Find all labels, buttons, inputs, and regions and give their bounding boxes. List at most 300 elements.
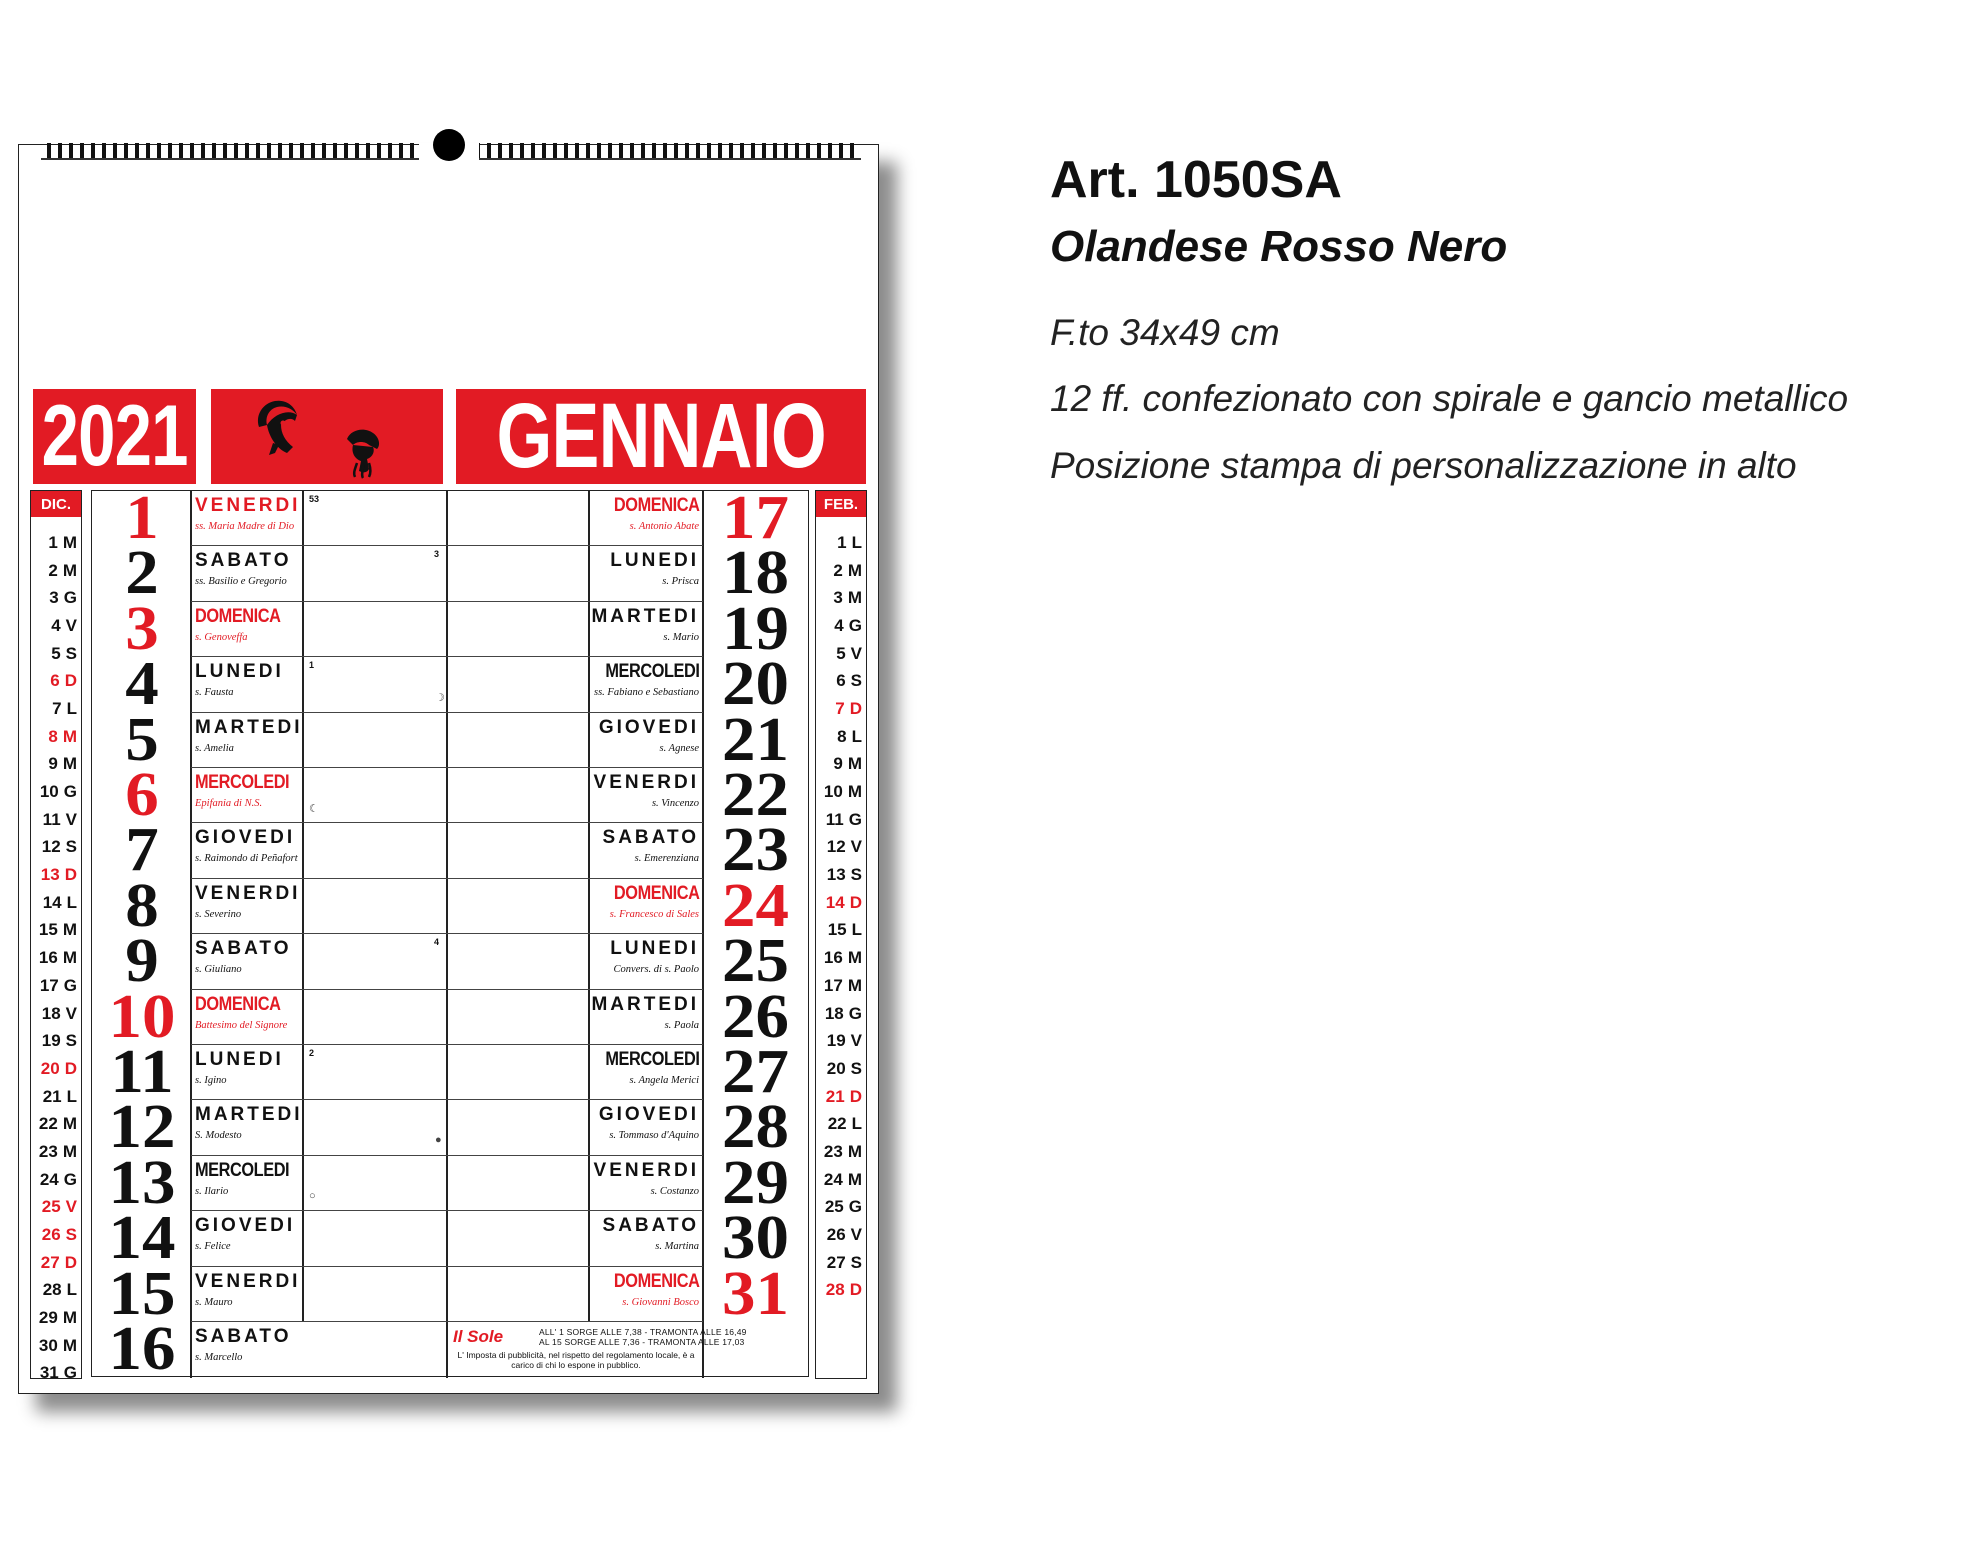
side-day-letter: L bbox=[851, 532, 862, 552]
day-number: 18 bbox=[722, 539, 789, 608]
day-row bbox=[435, 657, 703, 712]
side-day-item bbox=[816, 1000, 866, 1028]
saint-name: s. Severino bbox=[195, 908, 242, 920]
side-day-number: 29 bbox=[38, 1308, 58, 1328]
side-day-letter: S bbox=[850, 1252, 862, 1272]
day-row bbox=[191, 1100, 447, 1155]
day-row bbox=[191, 546, 447, 601]
side-day-number: 15 bbox=[827, 920, 847, 940]
product-binding: 12 ff. confezionato con spirale e gancio metallico bbox=[1050, 378, 1849, 419]
side-day-letter: M bbox=[62, 1141, 77, 1161]
side-day-number: 21 bbox=[825, 1086, 845, 1106]
side-day-number: 26 bbox=[41, 1225, 61, 1245]
side-day-letter: S bbox=[65, 837, 77, 857]
side-day-item bbox=[31, 640, 81, 668]
saint-name: s. Fausta bbox=[195, 687, 234, 699]
next-month-label: FEB. bbox=[816, 491, 866, 517]
week-number: 3 bbox=[434, 549, 440, 560]
side-day-number: 2 bbox=[833, 560, 843, 580]
side-day-letter: G bbox=[63, 1363, 77, 1383]
side-day-number: 4 bbox=[51, 615, 61, 635]
side-day-item bbox=[816, 861, 866, 889]
side-day-letter: M bbox=[62, 948, 77, 968]
side-day-item bbox=[816, 1194, 866, 1222]
side-day-item bbox=[816, 917, 866, 945]
day-number: 23 bbox=[722, 816, 789, 885]
day-number: 22 bbox=[722, 761, 789, 829]
week-number: 4 bbox=[434, 937, 440, 948]
side-day-letter: M bbox=[847, 948, 862, 968]
side-day-item bbox=[31, 584, 81, 612]
side-day-letter: V bbox=[65, 1003, 77, 1023]
side-day-item bbox=[816, 889, 866, 917]
side-day-item bbox=[31, 944, 81, 972]
day-number: 1 bbox=[125, 484, 159, 552]
year-banner bbox=[33, 389, 196, 484]
day-number: 17 bbox=[722, 484, 789, 552]
day-number: 25 bbox=[722, 927, 789, 996]
month-day-grid bbox=[91, 484, 809, 1383]
day-number: 30 bbox=[722, 1204, 789, 1273]
day-name: LUNEDI bbox=[610, 938, 699, 960]
side-day-item bbox=[31, 1083, 81, 1111]
day-name: SABATO bbox=[195, 938, 292, 960]
side-day-number: 31 bbox=[39, 1363, 59, 1383]
saint-name: s. Giuliano bbox=[195, 964, 242, 976]
saint-name: s. Felice bbox=[195, 1241, 231, 1253]
sun-label: Il Sole bbox=[453, 1327, 504, 1346]
side-day-letter: V bbox=[65, 1197, 77, 1217]
saint-name: s. Vincenzo bbox=[651, 798, 699, 809]
day-name: SABATO bbox=[195, 550, 292, 572]
day-number: 21 bbox=[722, 705, 789, 774]
day-number: 27 bbox=[722, 1038, 789, 1106]
side-day-item bbox=[31, 778, 81, 806]
side-day-item bbox=[31, 1332, 81, 1360]
side-day-item bbox=[31, 1138, 81, 1166]
saint-name: s. Emerenziana bbox=[634, 853, 699, 865]
side-day-item bbox=[31, 1304, 81, 1332]
side-day-item bbox=[816, 640, 866, 668]
day-row bbox=[191, 1045, 447, 1100]
day-name: GIOVEDI bbox=[598, 1104, 699, 1126]
side-day-item bbox=[31, 1055, 81, 1083]
day-number: 29 bbox=[722, 1148, 789, 1217]
side-day-number: 19 bbox=[41, 1031, 61, 1051]
day-row bbox=[191, 713, 447, 768]
side-day-item bbox=[816, 1249, 866, 1277]
day-name: DOMENICA bbox=[613, 1270, 699, 1292]
side-day-number: 27 bbox=[40, 1252, 60, 1272]
day-name: MERCOLEDI bbox=[604, 1049, 699, 1070]
day-name: LUNEDI bbox=[195, 661, 284, 683]
saint-name: s. Genoveffa bbox=[195, 631, 248, 643]
side-day-number: 25 bbox=[41, 1197, 61, 1217]
side-day-letter: M bbox=[847, 560, 862, 580]
side-day-letter: D bbox=[849, 1086, 862, 1106]
day-number: 7 bbox=[125, 816, 159, 885]
side-day-item bbox=[816, 1166, 866, 1194]
saint-name: Convers. di s. Paolo bbox=[613, 964, 699, 976]
side-day-letter: V bbox=[850, 1031, 862, 1051]
saint-name: s. Francesco di Sales bbox=[609, 908, 699, 920]
side-day-number: 28 bbox=[825, 1280, 845, 1300]
side-day-letter: D bbox=[64, 865, 77, 885]
side-day-number: 15 bbox=[38, 920, 58, 940]
day-number: 15 bbox=[108, 1259, 176, 1328]
side-day-letter: G bbox=[63, 975, 77, 995]
side-day-number: 11 bbox=[42, 809, 61, 829]
side-day-letter: D bbox=[849, 1280, 862, 1300]
side-day-item bbox=[816, 667, 866, 695]
side-day-letter: G bbox=[848, 1197, 862, 1217]
side-day-item bbox=[816, 584, 866, 612]
side-day-item bbox=[31, 806, 81, 834]
side-day-number: 14 bbox=[825, 892, 845, 912]
side-day-item bbox=[31, 834, 81, 862]
saint-name: s. Mario bbox=[663, 631, 699, 643]
side-day-number: 2 bbox=[48, 560, 58, 580]
calendar-sheet bbox=[18, 144, 879, 1394]
saint-name: Battesimo del Signore bbox=[195, 1019, 288, 1031]
side-day-number: 22 bbox=[827, 1114, 847, 1134]
day-name: VENERDI bbox=[195, 882, 301, 904]
day-name: MARTEDI bbox=[591, 605, 699, 627]
side-day-number: 6 bbox=[50, 671, 60, 691]
day-number: 2 bbox=[125, 539, 159, 608]
day-number: 13 bbox=[108, 1148, 176, 1217]
sunrise-line-2: AL 15 SORGE ALLE 7,36 - TRAMONTA ALLE 17,03 bbox=[539, 1337, 745, 1347]
side-day-letter: M bbox=[62, 560, 77, 580]
side-day-item bbox=[31, 751, 81, 779]
saint-name: s. Agnese bbox=[659, 742, 699, 754]
side-day-letter: M bbox=[847, 588, 862, 608]
side-day-number: 9 bbox=[48, 754, 58, 774]
day-name: VENERDI bbox=[593, 772, 699, 793]
side-day-letter: L bbox=[66, 698, 77, 718]
side-day-number: 16 bbox=[823, 948, 843, 968]
day-number: 19 bbox=[722, 594, 789, 663]
day-row bbox=[447, 823, 703, 878]
side-day-item bbox=[31, 723, 81, 751]
saint-name: s. Prisca bbox=[662, 576, 699, 588]
side-day-item bbox=[31, 917, 81, 945]
day-row bbox=[435, 1100, 703, 1155]
side-day-number: 3 bbox=[833, 588, 843, 608]
side-day-letter: V bbox=[850, 837, 862, 857]
day-row bbox=[191, 1156, 447, 1211]
day-number: 14 bbox=[108, 1204, 176, 1273]
hanging-hook-icon bbox=[433, 129, 465, 161]
saint-name: ss. Maria Madre di Dio bbox=[195, 521, 295, 532]
side-day-number: 24 bbox=[823, 1169, 843, 1189]
day-number: 5 bbox=[125, 705, 159, 774]
side-day-item bbox=[816, 1221, 866, 1249]
side-day-item bbox=[816, 1027, 866, 1055]
side-day-letter: L bbox=[66, 1086, 77, 1106]
side-day-number: 24 bbox=[39, 1169, 59, 1189]
saint-name: s. Tommaso d'Aquino bbox=[609, 1130, 699, 1142]
moon-phase-icon: ☽ bbox=[435, 692, 445, 705]
side-day-number: 19 bbox=[826, 1031, 846, 1051]
side-day-letter: M bbox=[62, 1308, 77, 1328]
week-number: 2 bbox=[309, 1048, 315, 1058]
side-day-number: 20 bbox=[40, 1058, 60, 1078]
side-day-letter: S bbox=[850, 671, 862, 691]
saint-name: s. Angela Merici bbox=[629, 1075, 699, 1086]
day-row bbox=[434, 934, 703, 989]
side-day-item bbox=[816, 723, 866, 751]
saint-name: s. Marcello bbox=[195, 1352, 243, 1363]
day-name: VENERDI bbox=[195, 495, 301, 516]
day-row bbox=[447, 1156, 703, 1211]
month-label: GENNAIO bbox=[496, 385, 826, 487]
day-number: 28 bbox=[722, 1093, 789, 1162]
next-month-column bbox=[815, 490, 867, 1379]
side-day-number: 17 bbox=[823, 975, 843, 995]
saint-name: Epifania di N.S. bbox=[195, 798, 263, 809]
day-number: 11 bbox=[110, 1038, 174, 1106]
side-day-number: 7 bbox=[52, 698, 62, 718]
side-day-letter: D bbox=[64, 671, 77, 691]
saint-name: S. Modesto bbox=[195, 1130, 242, 1142]
side-day-number: 1 bbox=[837, 532, 847, 552]
day-row bbox=[447, 713, 703, 768]
side-day-letter: G bbox=[848, 809, 862, 829]
day-row bbox=[191, 602, 447, 657]
side-day-number: 8 bbox=[48, 726, 58, 746]
side-day-item bbox=[31, 972, 81, 1000]
side-day-letter: V bbox=[850, 1225, 862, 1245]
day-row bbox=[434, 546, 703, 601]
side-day-letter: G bbox=[63, 782, 77, 802]
side-day-number: 14 bbox=[42, 892, 62, 912]
side-day-item bbox=[816, 944, 866, 972]
day-row bbox=[447, 879, 703, 934]
day-name: GIOVEDI bbox=[195, 1215, 296, 1237]
day-row bbox=[447, 602, 703, 657]
side-day-letter: M bbox=[62, 726, 77, 746]
side-day-item bbox=[816, 972, 866, 1000]
side-day-number: 16 bbox=[38, 948, 58, 968]
side-day-number: 13 bbox=[826, 865, 846, 885]
next-month-days bbox=[816, 529, 866, 1304]
moon-phase-icon: ☾ bbox=[309, 803, 319, 815]
side-day-number: 5 bbox=[836, 643, 846, 663]
side-day-number: 28 bbox=[42, 1280, 62, 1300]
saint-name: s. Giovanni Bosco bbox=[622, 1296, 699, 1308]
side-day-item bbox=[816, 778, 866, 806]
side-day-number: 7 bbox=[835, 698, 845, 718]
day-number: 12 bbox=[108, 1093, 176, 1162]
day-number: 24 bbox=[722, 871, 789, 940]
saint-name: s. Costanzo bbox=[650, 1185, 699, 1197]
side-day-letter: L bbox=[66, 1280, 77, 1300]
side-day-item bbox=[816, 529, 866, 557]
side-day-number: 23 bbox=[38, 1141, 58, 1161]
year-label: 2021 bbox=[41, 388, 188, 484]
side-day-letter: L bbox=[851, 1114, 862, 1134]
side-day-item bbox=[816, 612, 866, 640]
saint-name: s. Igino bbox=[195, 1075, 227, 1086]
side-day-letter: S bbox=[850, 865, 862, 885]
sun-info-footer bbox=[447, 1322, 747, 1377]
side-day-letter: M bbox=[62, 1114, 77, 1134]
side-day-letter: G bbox=[63, 588, 77, 608]
saint-name: s. Amelia bbox=[195, 742, 234, 754]
previous-month-column bbox=[30, 490, 82, 1383]
side-day-number: 13 bbox=[40, 865, 60, 885]
side-day-letter: M bbox=[847, 1169, 862, 1189]
day-number: 3 bbox=[125, 594, 159, 663]
side-day-item bbox=[31, 1110, 81, 1138]
side-day-number: 4 bbox=[834, 615, 844, 635]
side-day-number: 9 bbox=[833, 754, 843, 774]
side-day-letter: D bbox=[64, 1252, 77, 1272]
day-row bbox=[447, 1211, 703, 1266]
side-day-letter: D bbox=[849, 892, 862, 912]
day-name: DOMENICA bbox=[613, 495, 699, 516]
side-day-item bbox=[31, 1000, 81, 1028]
side-day-item bbox=[816, 834, 866, 862]
side-day-number: 3 bbox=[49, 588, 59, 608]
side-day-letter: M bbox=[847, 754, 862, 774]
side-day-number: 26 bbox=[826, 1225, 846, 1245]
side-day-letter: G bbox=[848, 1003, 862, 1023]
saint-name: s. Raimondo di Peñafort bbox=[195, 853, 298, 865]
day-number: 9 bbox=[125, 927, 159, 996]
side-day-letter: G bbox=[63, 1169, 77, 1189]
day-number: 31 bbox=[722, 1259, 789, 1328]
side-day-number: 11 bbox=[825, 809, 844, 829]
week-number: 53 bbox=[309, 494, 320, 504]
side-day-letter: S bbox=[65, 1031, 77, 1051]
day-name: GIOVEDI bbox=[598, 716, 699, 738]
side-day-item bbox=[31, 1277, 81, 1305]
side-day-letter: G bbox=[848, 615, 862, 635]
side-day-number: 6 bbox=[836, 671, 846, 691]
side-day-number: 12 bbox=[826, 837, 846, 857]
day-number: 20 bbox=[722, 650, 789, 719]
side-day-item bbox=[31, 695, 81, 723]
side-day-number: 18 bbox=[824, 1003, 844, 1023]
side-day-item bbox=[816, 1138, 866, 1166]
day-name: MARTEDI bbox=[591, 993, 699, 1015]
side-day-number: 12 bbox=[41, 837, 61, 857]
previous-month-label: DIC. bbox=[31, 491, 81, 517]
saint-name: s. Ilario bbox=[195, 1185, 229, 1197]
day-name: DOMENICA bbox=[195, 993, 281, 1015]
day-row bbox=[191, 823, 447, 878]
day-row bbox=[191, 1267, 447, 1322]
side-day-letter: S bbox=[65, 1225, 77, 1245]
side-day-item bbox=[31, 861, 81, 889]
side-day-letter: V bbox=[65, 809, 77, 829]
product-format: F.to 34x49 cm bbox=[1050, 312, 1280, 353]
side-day-number: 20 bbox=[826, 1058, 846, 1078]
day-name: MARTEDI bbox=[195, 1104, 303, 1126]
saint-name: ss. Fabiano e Sebastiano bbox=[594, 687, 699, 699]
side-day-letter: L bbox=[851, 726, 862, 746]
day-number: 16 bbox=[108, 1315, 176, 1383]
day-name: MERCOLEDI bbox=[195, 772, 290, 793]
side-day-number: 22 bbox=[38, 1114, 58, 1134]
side-day-item bbox=[31, 1360, 81, 1388]
day-row bbox=[447, 1045, 703, 1100]
side-day-letter: M bbox=[847, 1141, 862, 1161]
day-row bbox=[191, 934, 447, 989]
day-row bbox=[191, 990, 447, 1045]
day-row bbox=[191, 879, 447, 934]
day-name: SABATO bbox=[195, 1326, 292, 1347]
day-name: VENERDI bbox=[593, 1159, 699, 1181]
product-print-position: Posizione stampa di personalizzazione in alto bbox=[1050, 445, 1797, 486]
day-row bbox=[191, 657, 447, 712]
week-number: 1 bbox=[309, 660, 315, 671]
side-day-number: 5 bbox=[51, 643, 61, 663]
tax-note: L' Imposta di pubblicità, nel rispetto del regolamento locale, è a carico di chi lo espone in pubblico. bbox=[457, 1350, 695, 1370]
day-number: 26 bbox=[722, 982, 789, 1051]
moon-phase-icon: ○ bbox=[309, 1189, 316, 1202]
saint-name: s. Paola bbox=[664, 1019, 699, 1031]
side-day-number: 18 bbox=[41, 1003, 61, 1023]
side-day-number: 17 bbox=[39, 975, 59, 995]
side-day-item bbox=[31, 612, 81, 640]
day-row bbox=[447, 768, 703, 823]
side-day-number: 25 bbox=[824, 1197, 844, 1217]
side-day-item bbox=[816, 1055, 866, 1083]
side-day-number: 8 bbox=[837, 726, 847, 746]
side-day-item bbox=[816, 1110, 866, 1138]
side-day-letter: M bbox=[62, 1335, 77, 1355]
side-day-letter: S bbox=[850, 1058, 862, 1078]
side-day-item bbox=[31, 1166, 81, 1194]
saint-name: s. Martina bbox=[655, 1241, 699, 1253]
day-row bbox=[191, 491, 447, 546]
day-number: 8 bbox=[125, 871, 159, 940]
day-number: 4 bbox=[125, 650, 159, 719]
side-day-letter: M bbox=[62, 920, 77, 940]
day-name: DOMENICA bbox=[195, 605, 281, 627]
day-row bbox=[447, 990, 703, 1045]
side-day-item bbox=[31, 1194, 81, 1222]
side-day-item bbox=[31, 667, 81, 695]
side-day-number: 30 bbox=[38, 1335, 58, 1355]
side-day-item bbox=[31, 557, 81, 585]
day-number: 10 bbox=[108, 982, 176, 1051]
side-day-item bbox=[816, 695, 866, 723]
day-row bbox=[191, 1322, 447, 1377]
side-day-number: 27 bbox=[826, 1252, 846, 1272]
day-number: 6 bbox=[125, 761, 159, 829]
side-day-item bbox=[816, 751, 866, 779]
saint-name: ss. Basilio e Gregorio bbox=[195, 576, 287, 588]
saint-name: s. Antonio Abate bbox=[629, 521, 699, 532]
side-day-item bbox=[31, 1221, 81, 1249]
side-day-letter: M bbox=[847, 782, 862, 802]
day-name: GIOVEDI bbox=[195, 827, 296, 849]
side-day-number: 21 bbox=[42, 1086, 62, 1106]
product-subtitle: Olandese Rosso Nero bbox=[1050, 222, 1508, 271]
day-name: MARTEDI bbox=[195, 716, 303, 738]
day-name: SABATO bbox=[602, 827, 699, 849]
side-day-letter: D bbox=[64, 1058, 77, 1078]
moon-phase-icon: ● bbox=[435, 1134, 442, 1147]
sunrise-line-1: ALL' 1 SORGE ALLE 7,38 - TRAMONTA ALLE 16,49 bbox=[539, 1327, 747, 1337]
side-day-letter: L bbox=[851, 920, 862, 940]
side-day-letter: S bbox=[65, 643, 77, 663]
side-day-letter: L bbox=[66, 892, 77, 912]
